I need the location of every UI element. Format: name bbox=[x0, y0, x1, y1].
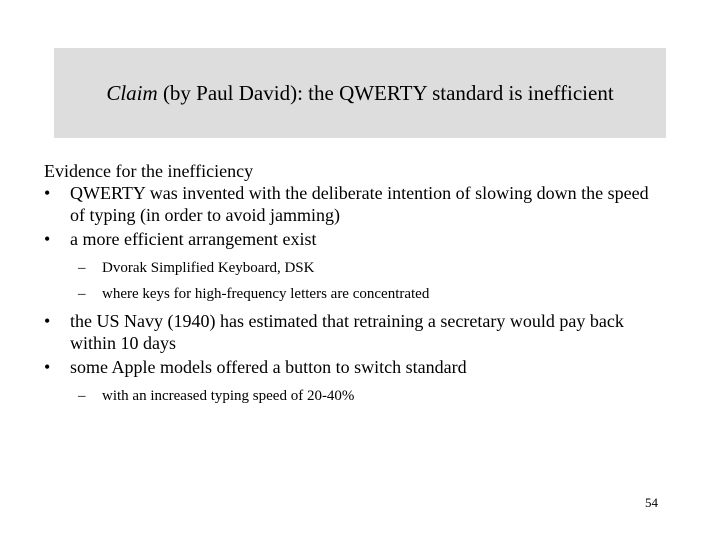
sub-item-1 bbox=[44, 258, 664, 278]
bullet-marker: • bbox=[44, 311, 51, 331]
sub-text: where keys for high-frequency letters are concentrated bbox=[102, 286, 430, 302]
sub-marker: – bbox=[78, 286, 86, 302]
title-rest: (by Paul David): the QWERTY standard is inefficient bbox=[157, 80, 614, 105]
slide-title bbox=[106, 81, 613, 106]
bullet-marker: • bbox=[44, 183, 51, 203]
bullet-marker: • bbox=[44, 357, 51, 377]
bullet-item-2 bbox=[44, 228, 664, 250]
sub-item-3 bbox=[44, 386, 664, 406]
title-claim-word: Claim bbox=[106, 80, 158, 105]
sub-text: Dvorak Simplified Keyboard, DSK bbox=[102, 260, 315, 276]
bullet-item-1 bbox=[44, 182, 664, 226]
slide-title-box bbox=[54, 48, 666, 138]
sub-item-2 bbox=[44, 284, 664, 304]
bullet-item-3 bbox=[44, 310, 664, 354]
page-number: 54 bbox=[645, 495, 658, 510]
bullet-text: a more efficient arrangement exist bbox=[70, 229, 317, 249]
evidence-heading: Evidence for the inefficiency bbox=[44, 161, 254, 181]
slide-body bbox=[44, 160, 664, 406]
bullet-item-4 bbox=[44, 356, 664, 378]
bullet-text: the US Navy (1940) has estimated that retraining a secretary would pay back within 10 days bbox=[70, 311, 624, 353]
sub-marker: – bbox=[78, 388, 86, 404]
sub-marker: – bbox=[78, 260, 86, 276]
sub-text: with an increased typing speed of 20-40% bbox=[102, 388, 355, 404]
bullet-text: some Apple models offered a button to switch standard bbox=[70, 357, 467, 377]
bullet-text: QWERTY was invented with the deliberate intention of slowing down the speed of typing (in order to avoid jamming) bbox=[70, 183, 649, 225]
bullet-marker: • bbox=[44, 229, 51, 249]
